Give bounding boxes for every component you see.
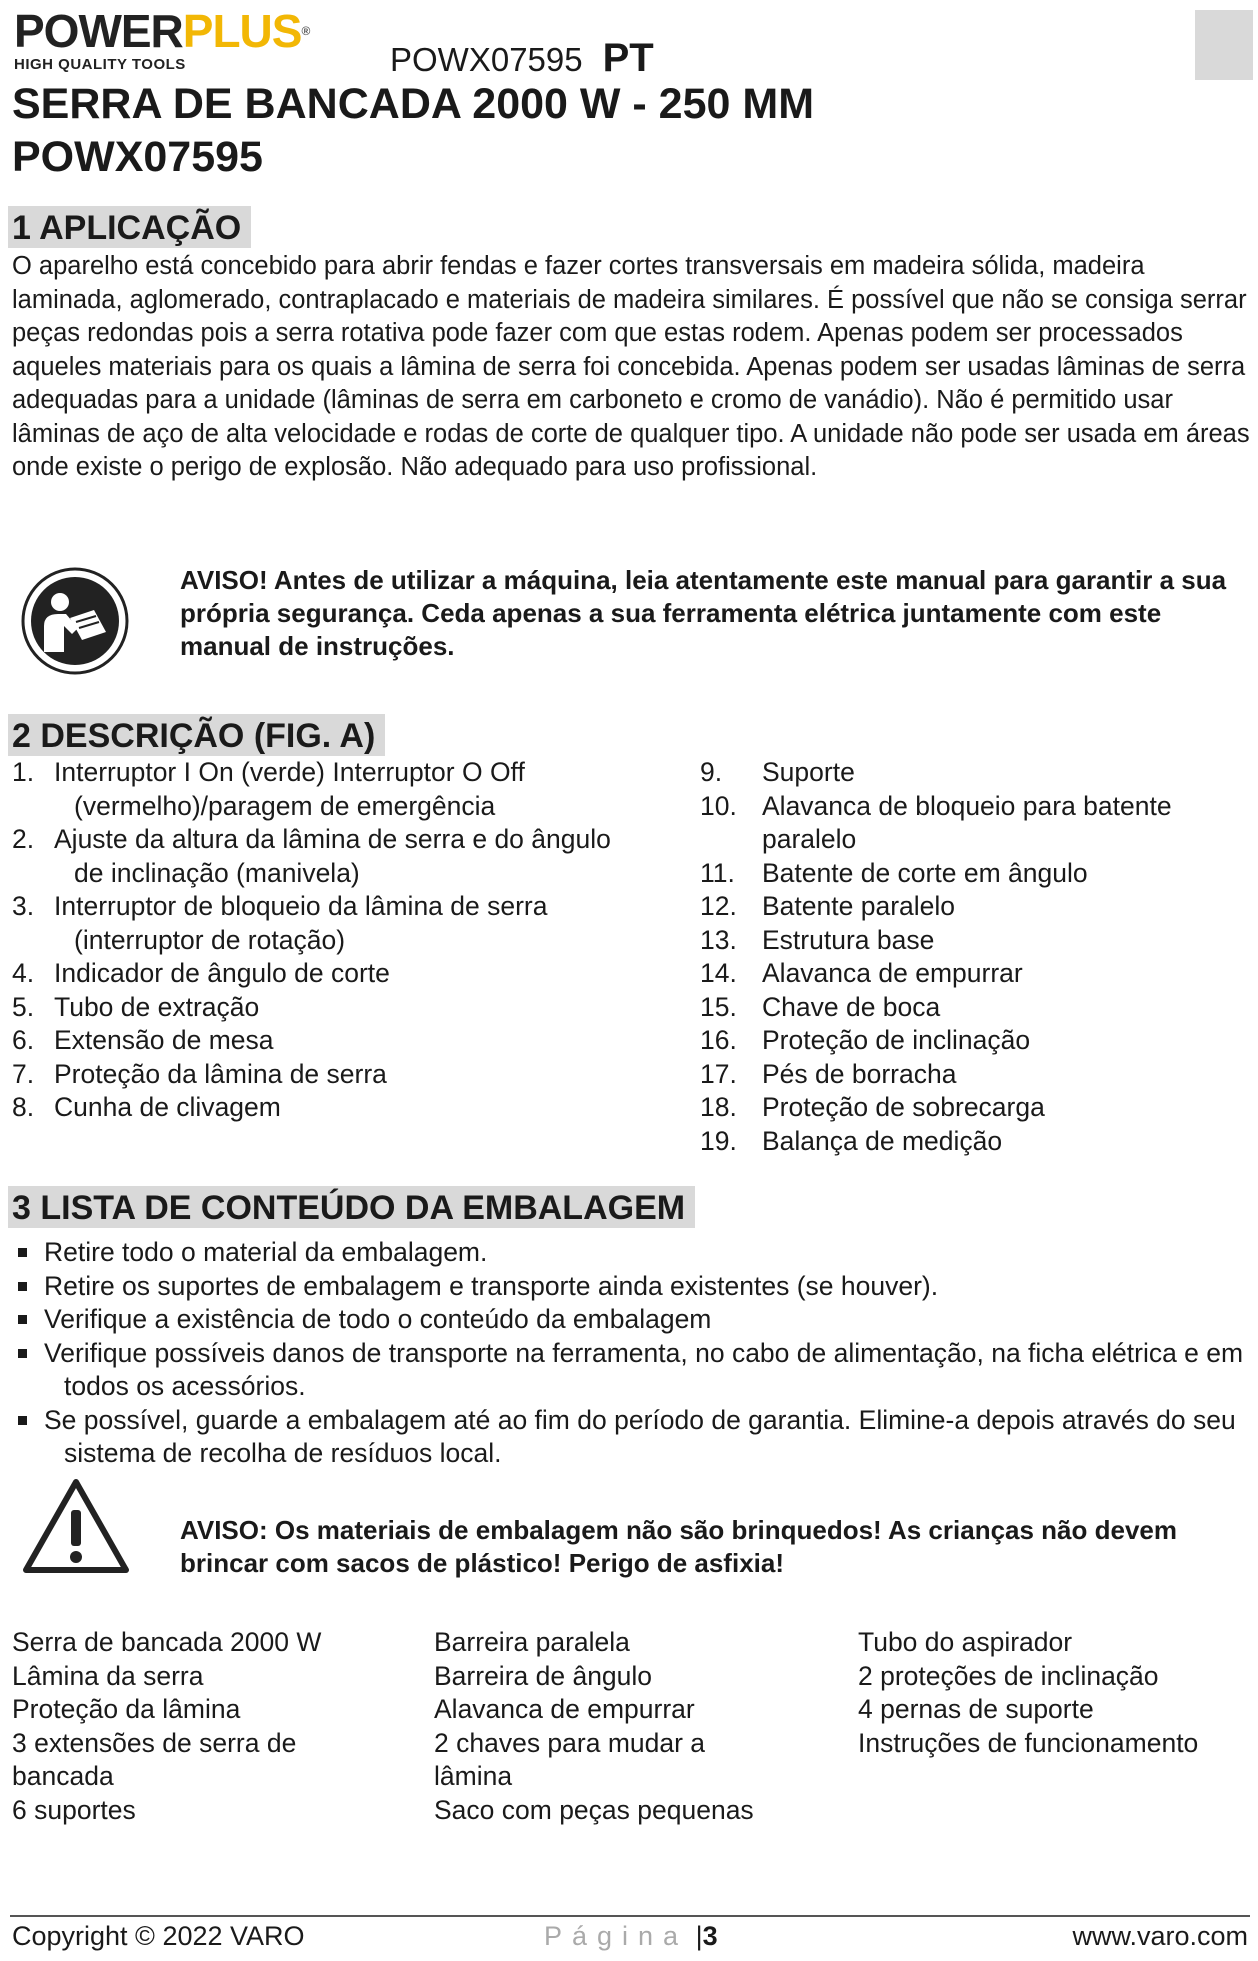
contents-column-2 <box>434 1626 834 1827</box>
footer-divider <box>10 1915 1250 1917</box>
item-text: Proteção de inclinação <box>762 1025 1031 1055</box>
brand-name-plus: PLUS <box>182 5 302 57</box>
list-item <box>700 957 1258 991</box>
brand-logo <box>14 5 374 73</box>
item-number: 9. <box>700 757 723 787</box>
description-list-right <box>700 756 1258 1158</box>
item-number: 17. <box>700 1058 737 1089</box>
contents-item: 4 pernas de suporte <box>858 1694 1094 1724</box>
item-number: 2. <box>12 824 35 854</box>
brand-name <box>14 5 310 57</box>
item-text: Alavanca de empurrar <box>762 958 1023 988</box>
section-heading-description: 2 DESCRIÇÃO (FIG. A) <box>8 714 385 756</box>
item-number: 19. <box>700 1125 737 1156</box>
list-item <box>12 890 612 957</box>
item-number: 16. <box>700 1025 737 1055</box>
contents-item: Barreira paralela <box>434 1627 630 1657</box>
list-item <box>700 991 1258 1025</box>
item-text: Batente paralelo <box>762 891 956 921</box>
list-item <box>700 890 1258 924</box>
page-title-line1: SERRA DE BANCADA 2000 W - 250 MM <box>12 80 815 128</box>
list-item <box>700 924 1258 958</box>
item-number: 10. <box>700 790 737 821</box>
list-item <box>12 1058 612 1092</box>
item-number: 8. <box>12 1092 35 1122</box>
contents-item: 2 proteções de inclinação <box>858 1660 1159 1691</box>
item-text: Tubo de extração <box>54 991 260 1022</box>
list-item <box>700 1058 1258 1092</box>
item-number: 18. <box>700 1092 737 1122</box>
list-item <box>12 991 612 1025</box>
item-number: 7. <box>12 1058 35 1089</box>
list-item <box>12 957 612 991</box>
list-item <box>700 1091 1258 1125</box>
footer-copyright: Copyright © 2022 VARO <box>12 1921 305 1951</box>
brand-name-power: POWER <box>14 5 183 57</box>
contents-item: Barreira de ângulo <box>434 1660 653 1691</box>
list-item <box>700 857 1258 891</box>
item-number: 1. <box>12 757 35 787</box>
contents-item: Alavanca de empurrar <box>434 1694 695 1724</box>
manual-warning-text: AVISO! Antes de utilizar a máquina, leia atentamente este manual para garantir a sua própria segurança. Ceda apenas a sua ferramenta elétrica juntamente com este manual de instruções. <box>180 565 1227 661</box>
item-number: 6. <box>12 1025 35 1055</box>
list-item: Retire os suportes de embalagem e transporte ainda existentes (se houver). <box>12 1270 1252 1304</box>
contents-item: 6 suportes <box>12 1794 136 1825</box>
list-item <box>700 790 1258 857</box>
page-title <box>12 78 814 184</box>
item-text: Interruptor I On (verde) Interruptor O Off (vermelho)/paragem de emergência <box>54 757 525 821</box>
item-text: Ajuste da altura da lâmina de serra e do ângulo de inclinação (manivela) <box>54 824 611 888</box>
item-text: Interruptor de bloqueio da lâmina de serra (interruptor de rotação) <box>54 891 548 955</box>
item-text: Alavanca de bloqueio para batente paralelo <box>762 790 1172 854</box>
list-item: Verifique a existência de todo o conteúdo da embalagem <box>12 1303 1252 1337</box>
item-number: 4. <box>12 958 35 988</box>
list-item <box>12 1091 612 1125</box>
header-tab-block <box>1195 10 1253 80</box>
item-number: 12. <box>700 891 737 921</box>
contents-item: Proteção da lâmina <box>12 1694 241 1724</box>
footer-website: www.varo.com <box>1072 1921 1248 1951</box>
item-text: Batente de corte em ângulo <box>762 857 1088 888</box>
brand-tagline: HIGH QUALITY TOOLS <box>14 56 186 73</box>
application-paragraph: O aparelho está concebido para abrir fendas e fazer cortes transversais em madeira sólida, madeira laminada, aglomerado, contraplacado e materiais de madeira similares. É possível que não se consiga serrar peças redondas pois a serra rotativa pode fazer com que estas rodem. Apenas podem ser processados aqueles materiais para os quais a lâmina de serra foi concebida. Apenas podem ser usadas lâminas de serra adequadas para a unidade (lâminas de serra em carboneto e cromo de vanádio). Não é permitido usar lâminas de aço de alta velocidade e rodas de corte de qualquer tipo. A unidade não pode ser usada em áreas onde existe o perigo de explosão. Não adequado para uso profissional. <box>12 252 1250 481</box>
list-item <box>12 1024 612 1058</box>
description-list-left <box>12 756 612 1125</box>
item-number: 13. <box>700 924 737 955</box>
contents-item: Lâmina da serra <box>12 1660 204 1691</box>
item-number: 11. <box>700 857 735 888</box>
contents-item: 2 chaves para mudar a lâmina <box>434 1727 706 1791</box>
item-text: Chave de boca <box>762 991 941 1022</box>
contents-item: Saco com peças pequenas <box>434 1794 754 1825</box>
contents-item: Serra de bancada 2000 W <box>12 1627 322 1657</box>
item-text: Pés de borracha <box>762 1058 957 1089</box>
read-manual-icon <box>20 566 130 676</box>
header-model-line <box>390 36 654 81</box>
contents-item: Instruções de funcionamento <box>858 1727 1199 1758</box>
item-text: Proteção da lâmina de serra <box>54 1058 387 1089</box>
contents-item: 3 extensões de serra de bancada <box>12 1727 297 1791</box>
packaging-warning-text: AVISO: Os materiais de embalagem não são brinquedos! As crianças não devem brincar com sacos de plástico! Perigo de asfixia! <box>180 1515 1178 1578</box>
registered-mark: ® <box>301 24 310 38</box>
header-language: PT <box>602 36 654 80</box>
item-number: 5. <box>12 991 35 1022</box>
item-text: Proteção de sobrecarga <box>762 1092 1045 1122</box>
item-number: 3. <box>12 891 35 921</box>
list-item: Verifique possíveis danos de transporte na ferramenta, no cabo de alimentação, na ficha elétrica e em todos os acessórios. <box>12 1337 1252 1404</box>
list-item: Se possível, guarde a embalagem até ao fim do período de garantia. Elimine-a depois através do seu sistema de recolha de resíduos local. <box>12 1404 1252 1471</box>
contents-column-3 <box>858 1626 1258 1760</box>
list-item <box>700 1024 1258 1058</box>
item-text: Balança de medição <box>762 1125 1003 1156</box>
list-item <box>12 823 612 890</box>
warning-triangle-icon <box>20 1476 132 1578</box>
item-number: 14. <box>700 958 737 988</box>
item-number: 15. <box>700 991 737 1022</box>
item-text: Estrutura base <box>762 924 935 955</box>
page-title-line2: POWX07595 <box>12 133 263 181</box>
section-heading-application: 1 APLICAÇÃO <box>8 206 251 248</box>
footer-page-separator: | <box>695 1921 703 1951</box>
item-text: Cunha de clivagem <box>54 1092 281 1122</box>
list-item <box>700 1125 1258 1159</box>
item-text: Indicador de ângulo de corte <box>54 958 390 988</box>
footer-page <box>544 1921 718 1952</box>
list-item: Retire todo o material da embalagem. <box>12 1236 1252 1270</box>
contents-column-1 <box>12 1626 412 1827</box>
contents-item: Tubo do aspirador <box>858 1627 1073 1657</box>
footer-page-number: 3 <box>702 1921 718 1951</box>
list-item <box>12 756 612 823</box>
package-bullet-list <box>12 1236 1252 1471</box>
item-text: Suporte <box>762 757 855 787</box>
list-item <box>700 756 1258 790</box>
item-text: Extensão de mesa <box>54 1025 274 1055</box>
header-model: POWX07595 <box>390 41 583 78</box>
footer-page-label: Página <box>544 1921 689 1951</box>
section-heading-package-contents: 3 LISTA DE CONTEÚDO DA EMBALAGEM <box>8 1186 695 1228</box>
